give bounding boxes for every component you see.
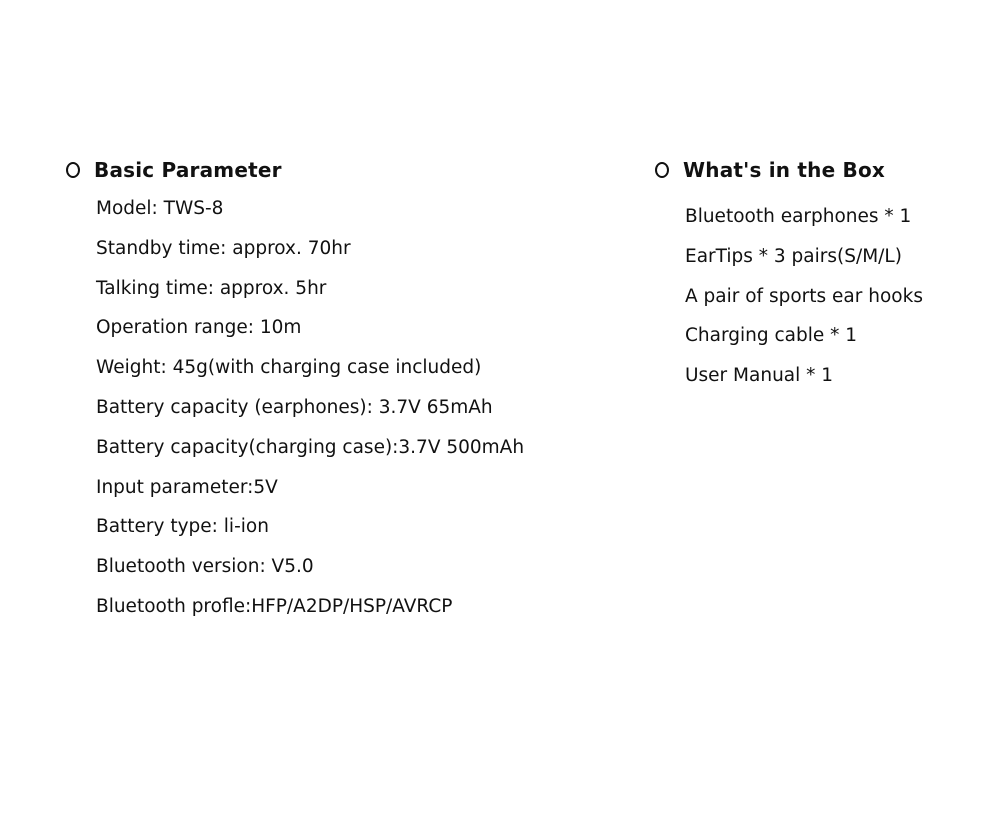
list-item: Bluetooth earphones * 1: [685, 206, 912, 227]
list-item: Battery type: li-ion: [96, 516, 269, 538]
list-item: Charging cable * 1: [685, 325, 858, 347]
circle-bullet-icon: [655, 162, 669, 178]
list-item: Model: TWS-8: [96, 198, 224, 219]
basic-parameter-header: [66, 153, 626, 187]
box-contents-list: [655, 205, 985, 404]
parameter-list: [66, 197, 626, 635]
list-item: Input parameter:5V: [96, 476, 278, 498]
list-item: Battery capacity(charging case):3.7V 500mAh: [96, 436, 525, 458]
list-item: Talking time: approx. 5hr: [96, 277, 327, 299]
list-item: Operation range: 10m: [96, 317, 302, 339]
list-item: Bluetooth version: V5.0: [96, 556, 314, 578]
list-item: Standby time: approx. 70hr: [96, 237, 351, 259]
whats-in-box-section: [655, 153, 985, 404]
list-item: EarTips * 3 pairs(S/M/L): [685, 245, 902, 267]
list-item: Battery capacity (earphones): 3.7V 65mAh: [96, 396, 493, 418]
list-item: A pair of sports ear hooks: [685, 285, 923, 307]
circle-bullet-icon: [66, 162, 80, 178]
section-title: Basic Parameter: [94, 158, 282, 182]
whats-in-box-header: [655, 153, 985, 187]
section-title: What's in the Box: [683, 158, 886, 182]
list-item: Bluetooth profle:HFP/A2DP/HSP/AVRCP: [96, 595, 453, 617]
basic-parameter-section: [66, 153, 626, 635]
list-item: User Manual * 1: [685, 365, 834, 387]
list-item: Weight: 45g(with charging case included): [96, 357, 482, 379]
